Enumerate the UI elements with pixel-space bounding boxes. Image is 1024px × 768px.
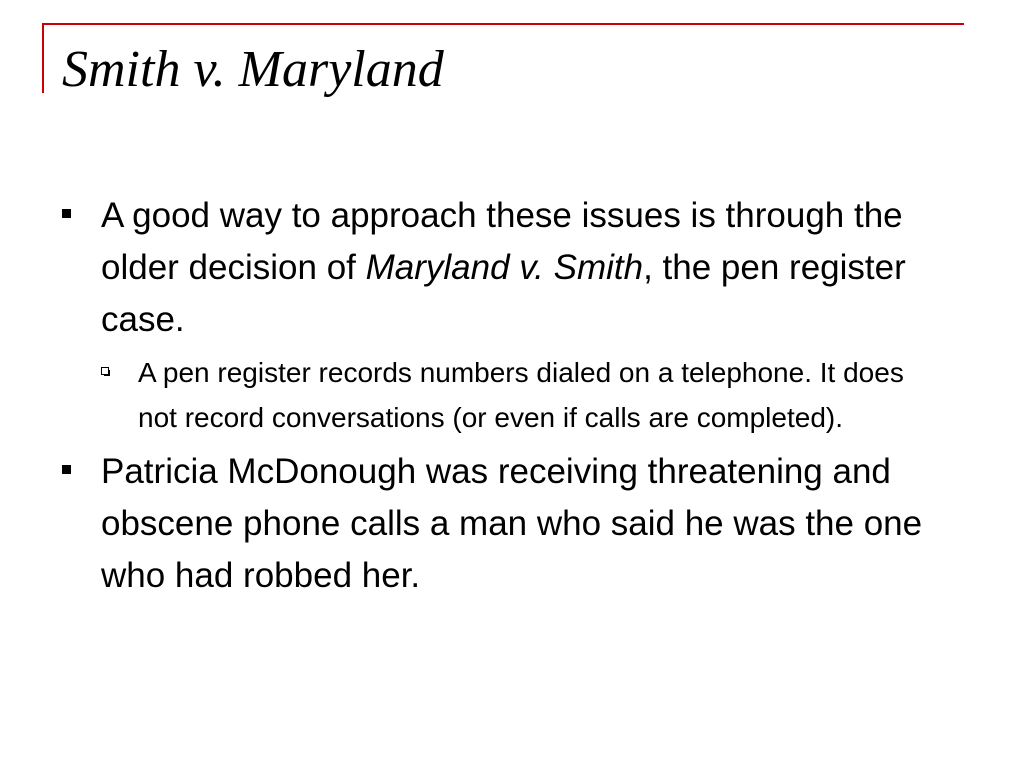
square-bullet-icon bbox=[62, 465, 71, 474]
sub-bullet-item-1 bbox=[101, 350, 942, 440]
bullet-1-case-name: Maryland v. Smith bbox=[365, 248, 644, 287]
sub-bullet-list bbox=[101, 350, 942, 440]
title-rule-horizontal bbox=[42, 23, 964, 25]
slide-title: Smith v. Maryland bbox=[62, 41, 444, 98]
bullet-1-text-before: A good way to approach these issues is through the older decision of bbox=[101, 196, 903, 287]
sub-bullet-1-text: A pen register records numbers dialed on a telephone. It does not record conversations (or even if calls are completed). bbox=[138, 357, 904, 433]
bullet-1-text-after: , the pen register case. bbox=[101, 248, 906, 339]
bullet-2-text: Patricia McDonough was receiving threatening and obscene phone calls a man who said he was the one who had robbed her. bbox=[101, 452, 923, 595]
hollow-square-bullet-icon bbox=[101, 367, 109, 375]
bullet-item-2 bbox=[62, 446, 942, 602]
title-rule-vertical bbox=[42, 23, 44, 93]
bullet-item-1 bbox=[62, 190, 942, 440]
bullet-list bbox=[62, 190, 942, 608]
square-bullet-icon bbox=[62, 209, 71, 218]
